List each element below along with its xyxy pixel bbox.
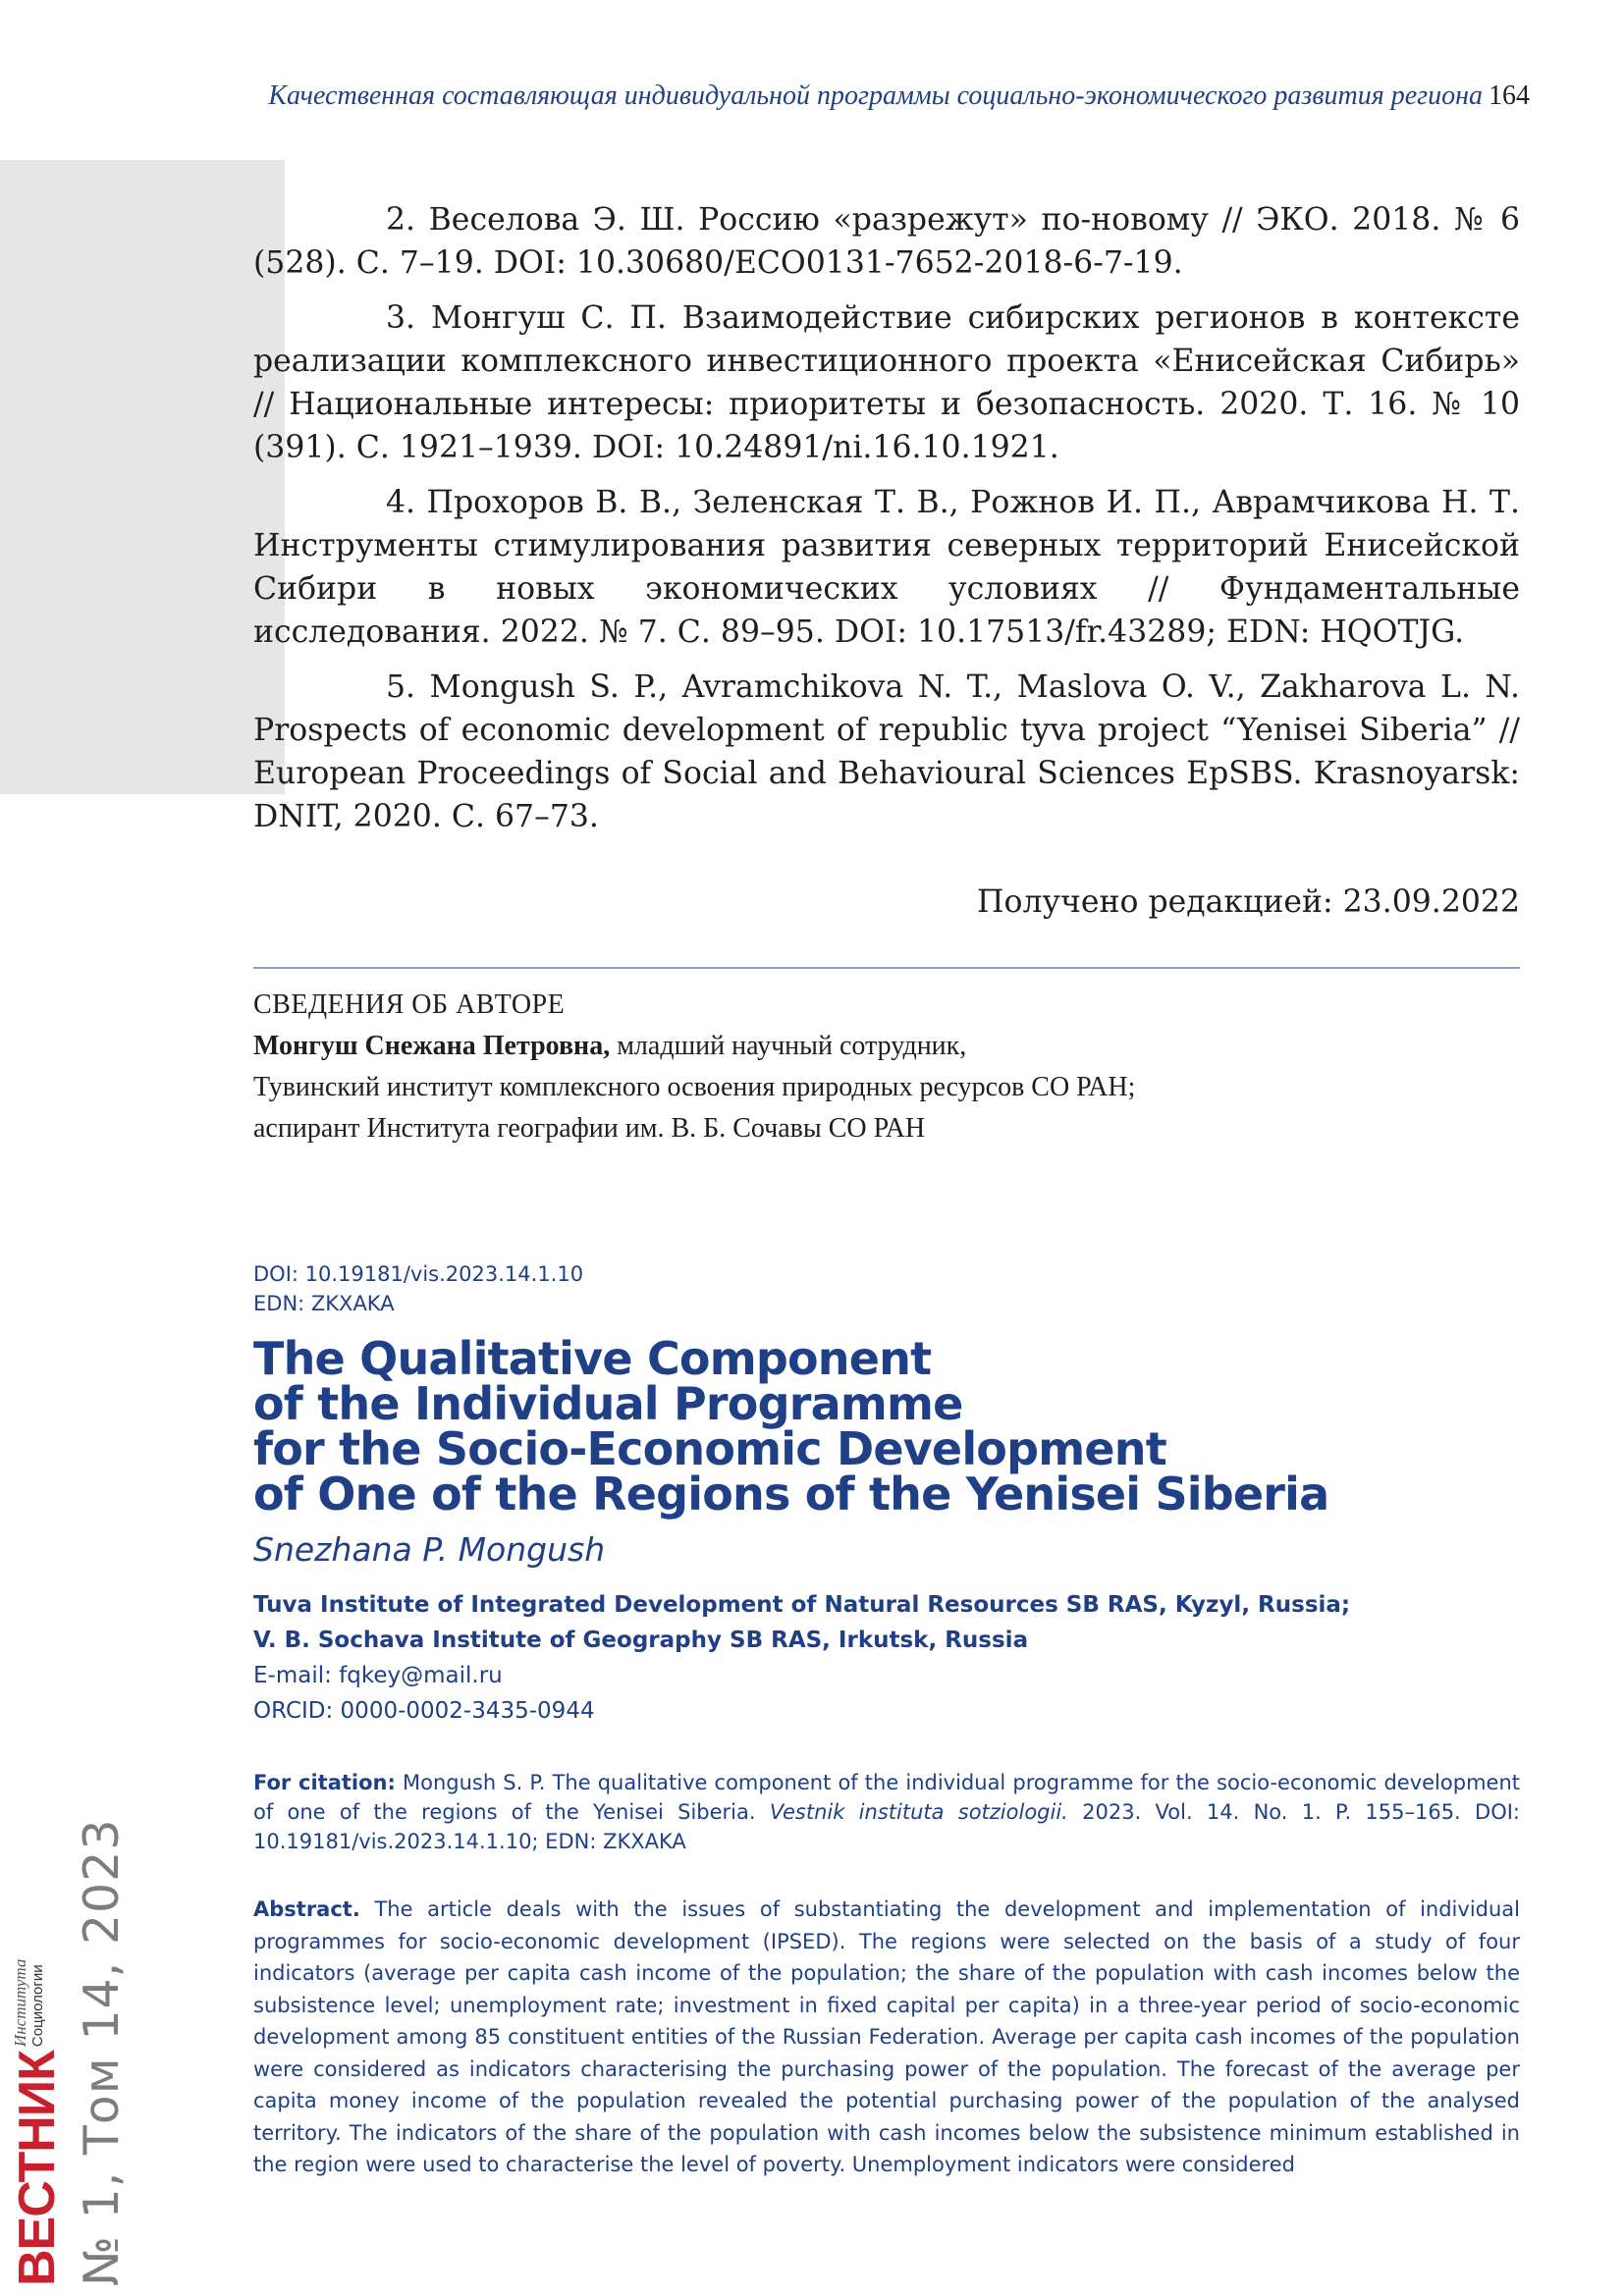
references-list bbox=[253, 198, 1520, 850]
journal-spine bbox=[0, 1668, 167, 2296]
section-divider bbox=[253, 967, 1520, 969]
running-header-title: Качественная составляющая индивидуальной программы социально-экономического развития региона bbox=[268, 80, 1483, 111]
issue-number: № 1, Том 14, 2023 bbox=[74, 1818, 130, 2286]
english-abstract-block bbox=[253, 1259, 1520, 2181]
journal-logo-sociology: Социологии bbox=[29, 1964, 46, 2048]
journal-logo-main: ВЕСТНИК bbox=[9, 2051, 66, 2286]
journal-logo-institute: Института bbox=[11, 1958, 29, 2048]
reference-item: 3. Монгуш С. П. Взаимодействие сибирских регионов в контексте реализации комплексного инвестиционного проекта «Енисейская Сибирь» // Национальные интересы: приоритеты и безопасность. 2020. Т. 16. № 10 (391). С. 1921–1939. DOI: 10.24891/ni.16.10.1921. bbox=[253, 300, 1520, 465]
received-date: Получено редакцией: 23.09.2022 bbox=[977, 884, 1520, 920]
reference-item: 2. Веселова Э. Ш. Россию «разрежут» по-новому // ЭКО. 2018. № 6 (528). С. 7–19. DOI: 10.30680/ЕСО0131-7652-2018-6-7-19. bbox=[253, 202, 1520, 281]
reference-item: 5. Mongush S. P., Avramchikova N. T., Maslova O. V., Zakharova L. N. Prospects of economic development of republic tyva project “Yenisei Siberia” // European Proceedings of Social and Behavioural Sciences EpSBS. Krasnoyarsk: DNIT, 2020. С. 67–73. bbox=[253, 669, 1520, 834]
article-title-line: for the Socio-Economic Development bbox=[253, 1422, 1166, 1475]
edn: EDN: ZKXAKA bbox=[253, 1292, 395, 1315]
doi: DOI: 10.19181/vis.2023.14.1.10 bbox=[253, 1262, 584, 1286]
abstract-text: The article deals with the issues of substantiating the development and implementation of individual programmes for socio-economic development (IPSED). The regions were selected on the basis of a study of four indicators (average per capita cash income of the population; the share of the population with cash incomes below the subsistence level; unemployment rate; investment in fixed capital per capita) in a three-year period of socio-economic development among 85 constituent entities of the Russian Federation. Average per capita cash incomes of the population were considered as indicators characterising the purchasing power of the population. The forecast of the average per capita money income of the population revealed the potential purchasing power of the population of the analysed territory. The indicators of the share of the population with cash incomes below the subsistence minimum established in the region were used to characterise the level of poverty. Unemployment indicators were considered bbox=[253, 1897, 1520, 2176]
citation-label: For citation: bbox=[253, 1771, 396, 1794]
article-title-line: of One of the Regions of the Yenisei Siberia bbox=[253, 1468, 1329, 1521]
author-affiliation: Тувинский институт комплексного освоения природных ресурсов СО РАН; bbox=[253, 1072, 1136, 1102]
journal-logo-sub bbox=[12, 1959, 46, 2047]
article-title-line: The Qualitative Component bbox=[253, 1332, 932, 1385]
running-header bbox=[39, 79, 1530, 114]
author-name: Монгуш Снежана Петровна, bbox=[253, 1031, 611, 1061]
article-title bbox=[253, 1332, 1520, 1521]
article-title-line: of the Individual Programme bbox=[253, 1377, 963, 1430]
english-author: Snezhana P. Mongush bbox=[253, 1530, 606, 1569]
journal-logo bbox=[8, 1959, 67, 2286]
citation-journal: Vestnik instituta sotziologii. bbox=[769, 1800, 1068, 1824]
email: E-mail: fqkey@mail.ru bbox=[253, 1663, 503, 1688]
english-affiliation: Tuva Institute of Integrated Development of Natural Resources SB RAS, Kyzyl, Russia; bbox=[253, 1592, 1351, 1618]
abstract-label: Abstract. bbox=[253, 1897, 360, 1921]
author-info bbox=[253, 985, 1520, 1149]
page-number: 164 bbox=[1489, 80, 1530, 111]
author-info-line bbox=[253, 1026, 1520, 1067]
orcid: ORCID: 0000-0002-3435-0944 bbox=[253, 1698, 595, 1724]
author-affiliation: аспирант Института географии им. В. Б. Сочавы СО РАН bbox=[253, 1113, 926, 1144]
side-gray-band bbox=[0, 160, 285, 794]
english-affiliation: V. B. Sochava Institute of Geography SB RAS, Irkutsk, Russia bbox=[253, 1628, 1029, 1653]
author-info-heading: СВЕДЕНИЯ ОБ АВТОРЕ bbox=[253, 989, 566, 1020]
author-position: младший научный сотрудник, bbox=[610, 1031, 967, 1061]
citation-tail: 2023. Vol. 14. No. 1. P. 155–165. DOI: 10.19181/vis.2023.14.1.10; EDN: ZKXAKA bbox=[253, 1800, 1520, 1853]
abstract bbox=[253, 1894, 1520, 2181]
citation-text: Mongush S. P. The qualitative component of the individual programme for the socio-economic development of one of the regions of the Yenisei Siberia. bbox=[253, 1771, 1520, 1824]
reference-item: 4. Прохоров В. В., Зеленская Т. В., Рожнов И. П., Аврамчикова Н. Т. Инструменты стимулирования развития северных территорий Енисейской Сибири в новых экономических условиях // Фундаментальные исследования. 2022. № 7. С. 89–95. DOI: 10.17513/fr.43289; EDN: HQOTJG. bbox=[253, 485, 1520, 650]
citation bbox=[253, 1768, 1520, 1856]
